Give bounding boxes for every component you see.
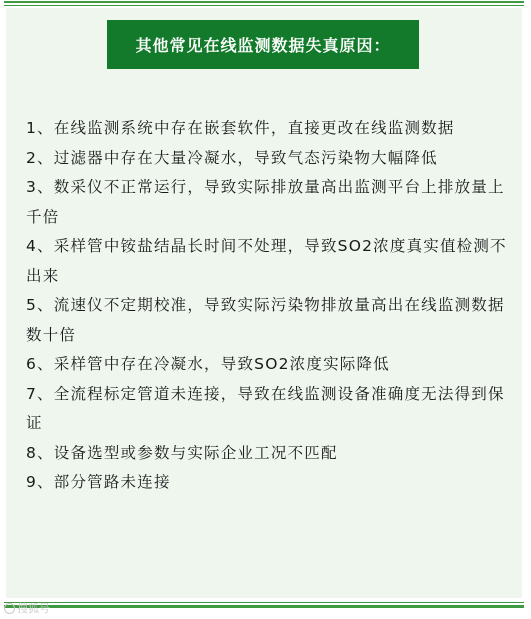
list-item: 9、部分管路未连接 — [26, 473, 171, 491]
bottom-rule-thick — [4, 605, 524, 608]
top-rule-thin — [4, 5, 524, 6]
list-item: 1、在线监测系统中存在嵌套软件，直接更改在线监测数据 — [26, 119, 455, 137]
list-item: 7、全流程标定管道未连接，导致在线监测设备准确度无法得到保证 — [26, 384, 505, 432]
watermark-logo-icon — [4, 603, 15, 614]
list-item: 3、数采仪不正常运行，导致实际排放量高出监测平台上排放量上千倍 — [26, 178, 505, 226]
reasons-list — [26, 114, 514, 498]
list-item: 4、采样管中铵盐结晶长时间不处理，导致SO2浓度真实值检测不出来 — [26, 237, 507, 285]
list-item: 6、采样管中存在冷凝水，导致SO2浓度实际降低 — [26, 355, 390, 373]
top-rule — [4, 1, 524, 3]
list-item: 8、设备选型或参数与实际企业工况不匹配 — [26, 443, 338, 462]
title-banner — [107, 20, 419, 69]
bottom-rule — [4, 602, 524, 603]
title-text: 其他常见在线监测数据失真原因： — [135, 36, 391, 55]
list-item: 5、流速仪不定期校准，导致实际污染物排放量高出在线监测数据数十倍 — [26, 296, 505, 344]
watermark — [4, 600, 50, 616]
watermark-text: 搜狐号 — [17, 602, 50, 615]
list-item: 2、过滤器中存在大量冷凝水，导致气态污染物大幅降低 — [26, 148, 438, 167]
